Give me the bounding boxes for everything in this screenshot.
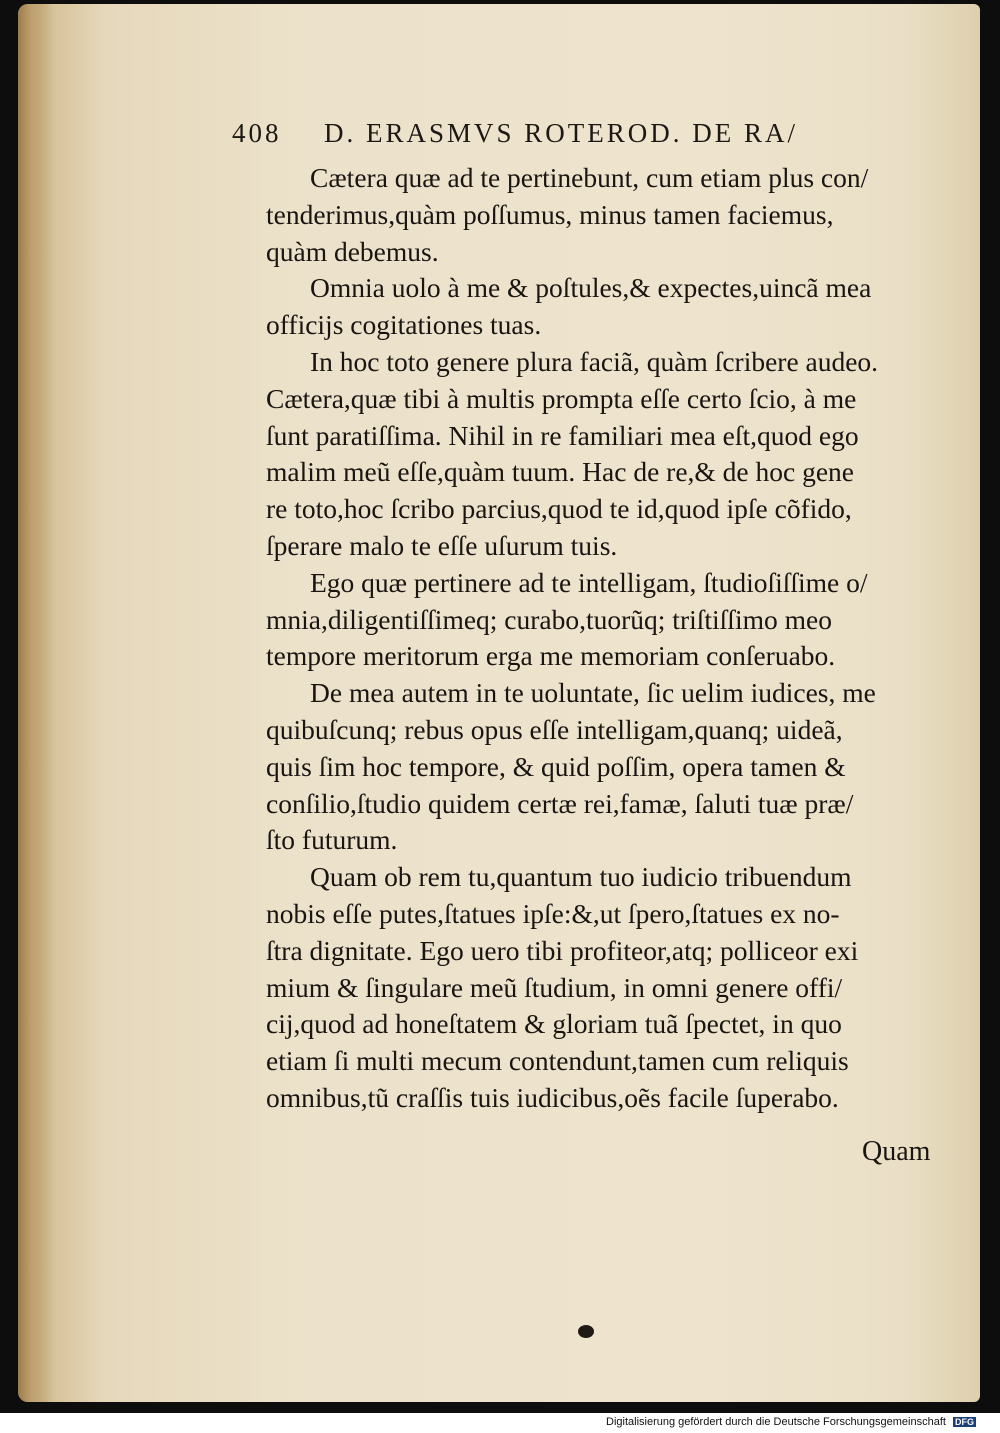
text-line: malim meũ eſſe,quàm tuum. Hac de re,& de hoc gene (266, 456, 854, 488)
credit-text: Digitalisierung gefördert durch die Deutsche Forschungsgemeinschaft (606, 1416, 946, 1428)
text-line: Ego quæ pertinere ad te intelligam, ſtudioſiſſime o/ (310, 566, 868, 598)
text-line: Cætera,quæ tibi à multis prompta eſſe certo ſcio, à me (266, 382, 857, 414)
text-line: ſunt paratiſſima. Nihil in re familiari mea eſt,quod ego (266, 419, 859, 451)
text-line: omnibus,tũ craſſis tuis iudicibus,oẽs facile ſuperabo. (266, 1081, 839, 1113)
text-line: ſperare malo te eſſe uſurum tuis. (266, 529, 618, 561)
text-line: quis ſim hoc tempore, & quid poſſim, opera tamen & (266, 750, 846, 782)
text-line: De mea autem in te uoluntate, ſic uelim iudices, me (310, 677, 876, 709)
ink-blot (578, 1325, 594, 1338)
dfg-logo: DFG (955, 1417, 975, 1428)
text-line: conſilio,ſtudio quidem certæ rei,famæ, ſaluti tuæ præ/ (266, 787, 854, 819)
text-line: re toto,hoc ſcribo parcius,quod te id,quod ipſe cõfido, (266, 493, 852, 525)
running-head (232, 118, 952, 158)
text-line: tenderimus,quàm poſſumus, minus tamen faciemus, (266, 198, 834, 230)
text-line: mium & ſingulare meũ ſtudium, in omni genere offi/ (266, 971, 843, 1003)
text-line: tempore meritorum erga me memoriam conſeruabo. (266, 640, 836, 672)
text-line: In hoc toto genere plura faciã, quàm ſcribere audeo. (310, 345, 879, 377)
catchword: Quam (862, 1136, 931, 1167)
text-line: quibuſcunq; rebus opus eſſe intelligam,quanq; uideã, (266, 713, 843, 745)
text-line: nobis eſſe putes,ſtatues ipſe:&,ut ſpero,ſtatues ex no- (266, 897, 840, 929)
page-gutter-shadow (18, 4, 52, 1402)
page-number: 408 (232, 118, 282, 148)
text-line: Cætera quæ ad te pertinebunt, cum etiam plus con/ (310, 162, 869, 193)
text-line: officijs cogitationes tuas. (266, 309, 542, 341)
text-line: Quam ob rem tu,quantum tuo iudicio tribuendum (310, 861, 852, 893)
running-title: D. ERASMVS ROTEROD. DE RA/ (324, 118, 799, 148)
digitization-credit (606, 1416, 976, 1428)
text-line: mnia,diligentiſſimeq; curabo,tuorũq; triſtiſſimo meo (266, 603, 832, 635)
text-line: ſto futurum. (266, 824, 398, 856)
text-line: ſtra dignitate. Ego uero tibi profiteor,atq; polliceor exi (266, 934, 859, 966)
text-line: quàm debemus. (266, 235, 439, 267)
body-text (266, 160, 966, 1117)
text-line: cij,quod ad honeſtatem & gloriam tuã ſpectet, in quo (266, 1008, 842, 1040)
text-line: etiam ſi multi mecum contendunt,tamen cum reliquis (266, 1045, 849, 1077)
text-line: Omnia uolo à me & poſtules,& expectes,uincã mea (310, 272, 872, 304)
